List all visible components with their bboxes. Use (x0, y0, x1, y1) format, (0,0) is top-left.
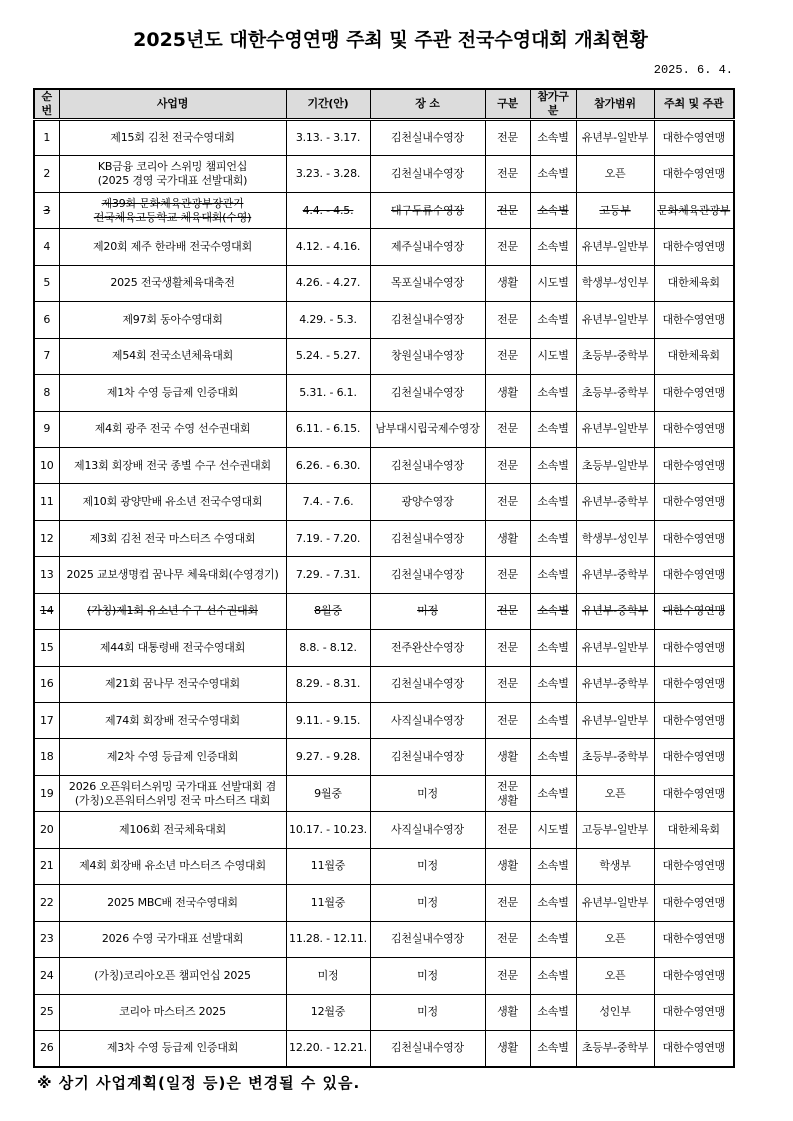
cell-period: 9월중 (286, 775, 370, 811)
cell-scope: 고등부 (576, 192, 654, 228)
cell-category: 전문 (485, 411, 530, 447)
cell-host: 대한수영연맹 (654, 302, 734, 338)
cell-number: 2 (34, 156, 59, 192)
cell-entry-type: 소속별 (530, 1030, 576, 1066)
cell-period: 4.4. - 4.5. (286, 192, 370, 228)
cell-venue: 미정 (370, 775, 485, 811)
cell-scope: 학생부-성인부 (576, 520, 654, 556)
cell-host: 대한수영연맹 (654, 739, 734, 775)
cell-host: 대한수영연맹 (654, 958, 734, 994)
cell-venue: 김천실내수영장 (370, 921, 485, 957)
cell-number: 3 (34, 192, 59, 228)
cell-event-name: 제1차 수영 등급제 인증대회 (59, 375, 286, 411)
cell-event-name: 2026 오픈워터스위밍 국가대표 선발대회 겸 (가칭)오픈워터스위밍 전국 마스터즈 대회 (59, 775, 286, 811)
cell-event-name: 2025 교보생명컵 꿈나무 체육대회(수영경기) (59, 557, 286, 593)
cell-entry-type: 소속별 (530, 630, 576, 666)
footer-note: ※ 상기 사업계획(일정 등)은 변경될 수 있음. (37, 1074, 361, 1092)
cell-host: 대한체육회 (654, 265, 734, 301)
cell-entry-type: 소속별 (530, 885, 576, 921)
cell-category: 전문 (485, 192, 530, 228)
cell-event-name: 제54회 전국소년체육대회 (59, 338, 286, 374)
cell-entry-type: 소속별 (530, 739, 576, 775)
cell-event-name: 제20회 제주 한라배 전국수영대회 (59, 229, 286, 265)
cell-host: 대한수영연맹 (654, 885, 734, 921)
table-row (34, 120, 734, 156)
cell-host: 대한수영연맹 (654, 120, 734, 156)
cell-entry-type: 소속별 (530, 848, 576, 884)
cell-period: 11.28. - 12.11. (286, 921, 370, 957)
cell-number: 11 (34, 484, 59, 520)
cell-entry-type: 소속별 (530, 375, 576, 411)
cell-host: 대한수영연맹 (654, 229, 734, 265)
cell-host: 대한수영연맹 (654, 1030, 734, 1066)
cell-scope: 오픈 (576, 921, 654, 957)
cell-period: 6.11. - 6.15. (286, 411, 370, 447)
cell-host: 대한수영연맹 (654, 557, 734, 593)
table-row (34, 994, 734, 1030)
cell-entry-type: 소속별 (530, 703, 576, 739)
cell-scope: 유년부-일반부 (576, 630, 654, 666)
table-header-row (34, 89, 734, 120)
cell-scope: 유년부-일반부 (576, 703, 654, 739)
cell-venue: 광양수영장 (370, 484, 485, 520)
cell-period: 12월중 (286, 994, 370, 1030)
cell-number: 18 (34, 739, 59, 775)
table-row (34, 703, 734, 739)
cell-host: 대한수영연맹 (654, 520, 734, 556)
header-event-name: 사업명 (59, 89, 286, 120)
cell-number: 15 (34, 630, 59, 666)
cell-period: 7.29. - 7.31. (286, 557, 370, 593)
cell-event-name: 제21회 꿈나무 전국수영대회 (59, 666, 286, 702)
cell-host: 대한수영연맹 (654, 775, 734, 811)
cell-number: 9 (34, 411, 59, 447)
document-date: 2025. 6. 4. (653, 63, 733, 77)
cell-number: 20 (34, 812, 59, 848)
schedule-table (33, 88, 735, 1068)
cell-host: 대한수영연맹 (654, 411, 734, 447)
cell-category: 전문 (485, 302, 530, 338)
cell-category: 전문 (485, 484, 530, 520)
cell-venue: 제주실내수영장 (370, 229, 485, 265)
cell-period: 12.20. - 12.21. (286, 1030, 370, 1066)
table-row (34, 229, 734, 265)
cell-entry-type: 소속별 (530, 557, 576, 593)
cell-category: 전문 (485, 703, 530, 739)
cell-number: 8 (34, 375, 59, 411)
cell-scope: 유년부-일반부 (576, 229, 654, 265)
cell-number: 5 (34, 265, 59, 301)
cell-number: 21 (34, 848, 59, 884)
table-row (34, 739, 734, 775)
cell-entry-type: 소속별 (530, 484, 576, 520)
table-row (34, 921, 734, 957)
cell-event-name: 제2차 수영 등급제 인증대회 (59, 739, 286, 775)
cell-number: 22 (34, 885, 59, 921)
cell-period: 10.17. - 10.23. (286, 812, 370, 848)
cell-entry-type: 소속별 (530, 520, 576, 556)
cell-venue: 사직실내수영장 (370, 703, 485, 739)
cell-venue: 김천실내수영장 (370, 1030, 485, 1066)
cell-event-name: 2026 수영 국가대표 선발대회 (59, 921, 286, 957)
cell-host: 대한체육회 (654, 812, 734, 848)
cell-host: 대한수영연맹 (654, 630, 734, 666)
cell-event-name: 제10회 광양만배 유소년 전국수영대회 (59, 484, 286, 520)
cell-entry-type: 소속별 (530, 593, 576, 629)
cell-number: 7 (34, 338, 59, 374)
cell-scope: 초등부-중학부 (576, 338, 654, 374)
cell-scope: 초등부-일반부 (576, 447, 654, 483)
table-row (34, 666, 734, 702)
table-row (34, 447, 734, 483)
cell-host: 대한수영연맹 (654, 447, 734, 483)
cell-event-name: 제106회 전국체육대회 (59, 812, 286, 848)
cell-entry-type: 소속별 (530, 192, 576, 228)
cell-entry-type: 소속별 (530, 156, 576, 192)
cell-event-name: (가칭)제1회 유소년 수구 선수권대회 (59, 593, 286, 629)
cell-event-name: 제15회 김천 전국수영대회 (59, 120, 286, 156)
cell-number: 13 (34, 557, 59, 593)
cell-venue: 김천실내수영장 (370, 666, 485, 702)
cell-period: 3.13. - 3.17. (286, 120, 370, 156)
cell-category: 전문 (485, 666, 530, 702)
cell-entry-type: 소속별 (530, 994, 576, 1030)
cell-venue: 김천실내수영장 (370, 120, 485, 156)
table-row (34, 885, 734, 921)
table-body (34, 120, 734, 1067)
table-row (34, 812, 734, 848)
cell-number: 16 (34, 666, 59, 702)
cell-entry-type: 소속별 (530, 958, 576, 994)
cell-venue: 김천실내수영장 (370, 520, 485, 556)
cell-period: 3.23. - 3.28. (286, 156, 370, 192)
cell-category: 전문 (485, 812, 530, 848)
cell-event-name: 제39회 문화체육관광부장관기 전국체육고등학교 체육대회(수영) (59, 192, 286, 228)
cell-scope: 유년부-중학부 (576, 666, 654, 702)
cell-number: 26 (34, 1030, 59, 1066)
cell-venue: 김천실내수영장 (370, 447, 485, 483)
cell-host: 대한수영연맹 (654, 666, 734, 702)
cell-category: 전문 (485, 338, 530, 374)
cell-entry-type: 시도별 (530, 338, 576, 374)
cell-scope: 오픈 (576, 156, 654, 192)
cell-event-name: 제3회 김천 전국 마스터즈 수영대회 (59, 520, 286, 556)
cell-category: 전문 (485, 120, 530, 156)
header-host: 주최 및 주관 (654, 89, 734, 120)
cell-event-name: 제3차 수영 등급제 인증대회 (59, 1030, 286, 1066)
table-row (34, 156, 734, 192)
cell-host: 문화체육관광부 (654, 192, 734, 228)
cell-host: 대한수영연맹 (654, 593, 734, 629)
cell-period: 4.12. - 4.16. (286, 229, 370, 265)
table-row (34, 375, 734, 411)
cell-number: 14 (34, 593, 59, 629)
header-number: 순번 (34, 89, 59, 120)
cell-category: 전문 (485, 630, 530, 666)
cell-event-name: 2025 MBC배 전국수영대회 (59, 885, 286, 921)
cell-entry-type: 소속별 (530, 666, 576, 702)
cell-venue: 김천실내수영장 (370, 156, 485, 192)
cell-host: 대한수영연맹 (654, 848, 734, 884)
cell-venue: 미정 (370, 958, 485, 994)
cell-number: 6 (34, 302, 59, 338)
cell-entry-type: 소속별 (530, 411, 576, 447)
cell-period: 8월중 (286, 593, 370, 629)
cell-scope: 유년부-일반부 (576, 411, 654, 447)
cell-category: 생활 (485, 375, 530, 411)
cell-period: 4.26. - 4.27. (286, 265, 370, 301)
cell-period: 미정 (286, 958, 370, 994)
cell-host: 대한수영연맹 (654, 375, 734, 411)
cell-venue: 미정 (370, 885, 485, 921)
cell-number: 17 (34, 703, 59, 739)
cell-venue: 미정 (370, 848, 485, 884)
table-row (34, 484, 734, 520)
header-scope: 참가범위 (576, 89, 654, 120)
cell-venue: 미정 (370, 994, 485, 1030)
cell-category: 전문 (485, 885, 530, 921)
cell-scope: 유년부-일반부 (576, 302, 654, 338)
table-row (34, 338, 734, 374)
cell-entry-type: 시도별 (530, 812, 576, 848)
cell-category: 전문 생활 (485, 775, 530, 811)
cell-venue: 미정 (370, 593, 485, 629)
cell-host: 대한수영연맹 (654, 484, 734, 520)
cell-scope: 고등부-일반부 (576, 812, 654, 848)
cell-entry-type: 소속별 (530, 302, 576, 338)
cell-venue: 목포실내수영장 (370, 265, 485, 301)
cell-event-name: 코리아 마스터즈 2025 (59, 994, 286, 1030)
cell-number: 4 (34, 229, 59, 265)
cell-period: 11월중 (286, 885, 370, 921)
cell-category: 전문 (485, 921, 530, 957)
cell-venue: 김천실내수영장 (370, 739, 485, 775)
table-row (34, 593, 734, 629)
cell-number: 24 (34, 958, 59, 994)
cell-period: 5.24. - 5.27. (286, 338, 370, 374)
cell-host: 대한수영연맹 (654, 703, 734, 739)
cell-scope: 유년부-일반부 (576, 120, 654, 156)
cell-scope: 성인부 (576, 994, 654, 1030)
cell-category: 전문 (485, 447, 530, 483)
cell-venue: 창원실내수영장 (370, 338, 485, 374)
cell-category: 전문 (485, 229, 530, 265)
cell-category: 전문 (485, 156, 530, 192)
table-row (34, 192, 734, 228)
cell-scope: 오픈 (576, 775, 654, 811)
table-row (34, 958, 734, 994)
cell-scope: 학생부 (576, 848, 654, 884)
cell-event-name: 제13회 회장배 전국 종별 수구 선수권대회 (59, 447, 286, 483)
cell-category: 전문 (485, 958, 530, 994)
header-entry-type: 참가구분 (530, 89, 576, 120)
cell-category: 전문 (485, 557, 530, 593)
cell-category: 생활 (485, 1030, 530, 1066)
cell-scope: 유년부-일반부 (576, 885, 654, 921)
cell-number: 25 (34, 994, 59, 1030)
cell-category: 생활 (485, 848, 530, 884)
header-category: 구분 (485, 89, 530, 120)
cell-event-name: (가칭)코리아오픈 챔피언십 2025 (59, 958, 286, 994)
cell-period: 5.31. - 6.1. (286, 375, 370, 411)
cell-venue: 김천실내수영장 (370, 375, 485, 411)
cell-number: 23 (34, 921, 59, 957)
cell-period: 7.19. - 7.20. (286, 520, 370, 556)
cell-number: 12 (34, 520, 59, 556)
cell-category: 생활 (485, 994, 530, 1030)
table-row (34, 630, 734, 666)
cell-venue: 전주완산수영장 (370, 630, 485, 666)
cell-period: 7.4. - 7.6. (286, 484, 370, 520)
cell-entry-type: 소속별 (530, 447, 576, 483)
cell-event-name: 제74회 회장배 전국수영대회 (59, 703, 286, 739)
cell-venue: 사직실내수영장 (370, 812, 485, 848)
cell-number: 10 (34, 447, 59, 483)
header-period: 기간(안) (286, 89, 370, 120)
table-row (34, 411, 734, 447)
cell-venue: 남부대시립국제수영장 (370, 411, 485, 447)
cell-period: 9.27. - 9.28. (286, 739, 370, 775)
table-row (34, 775, 734, 811)
table-row (34, 265, 734, 301)
cell-scope: 초등부-중학부 (576, 739, 654, 775)
cell-scope: 초등부-중학부 (576, 375, 654, 411)
cell-period: 8.8. - 8.12. (286, 630, 370, 666)
cell-scope: 오픈 (576, 958, 654, 994)
header-venue: 장 소 (370, 89, 485, 120)
table-row (34, 1030, 734, 1066)
cell-venue: 대구두류수영장 (370, 192, 485, 228)
cell-period: 8.29. - 8.31. (286, 666, 370, 702)
cell-scope: 초등부-중학부 (576, 1030, 654, 1066)
cell-category: 전문 (485, 593, 530, 629)
page-title: 2025년도 대한수영연맹 주최 및 주관 전국수영대회 개최현황 (133, 29, 648, 51)
table-row (34, 557, 734, 593)
cell-entry-type: 시도별 (530, 265, 576, 301)
cell-period: 9.11. - 9.15. (286, 703, 370, 739)
table-row (34, 302, 734, 338)
cell-scope: 유년부-중학부 (576, 593, 654, 629)
cell-entry-type: 소속별 (530, 775, 576, 811)
cell-scope: 유년부-중학부 (576, 484, 654, 520)
cell-venue: 김천실내수영장 (370, 557, 485, 593)
cell-scope: 학생부-성인부 (576, 265, 654, 301)
cell-category: 생활 (485, 520, 530, 556)
cell-period: 11월중 (286, 848, 370, 884)
cell-period: 6.26. - 6.30. (286, 447, 370, 483)
cell-scope: 유년부-중학부 (576, 557, 654, 593)
cell-event-name: 제97회 동아수영대회 (59, 302, 286, 338)
cell-entry-type: 소속별 (530, 229, 576, 265)
cell-category: 생활 (485, 265, 530, 301)
cell-entry-type: 소속별 (530, 921, 576, 957)
cell-host: 대한체육회 (654, 338, 734, 374)
cell-venue: 김천실내수영장 (370, 302, 485, 338)
cell-host: 대한수영연맹 (654, 156, 734, 192)
table-row (34, 520, 734, 556)
cell-host: 대한수영연맹 (654, 921, 734, 957)
cell-host: 대한수영연맹 (654, 994, 734, 1030)
cell-event-name: KB금융 코리아 스위밍 챔피언십 (2025 경영 국가대표 선발대회) (59, 156, 286, 192)
cell-category: 생활 (485, 739, 530, 775)
cell-number: 19 (34, 775, 59, 811)
cell-entry-type: 소속별 (530, 120, 576, 156)
cell-number: 1 (34, 120, 59, 156)
cell-event-name: 제44회 대통령배 전국수영대회 (59, 630, 286, 666)
cell-event-name: 2025 전국생활체육대축전 (59, 265, 286, 301)
cell-period: 4.29. - 5.3. (286, 302, 370, 338)
cell-event-name: 제4회 회장배 유소년 마스터즈 수영대회 (59, 848, 286, 884)
cell-event-name: 제4회 광주 전국 수영 선수권대회 (59, 411, 286, 447)
table-row (34, 848, 734, 884)
